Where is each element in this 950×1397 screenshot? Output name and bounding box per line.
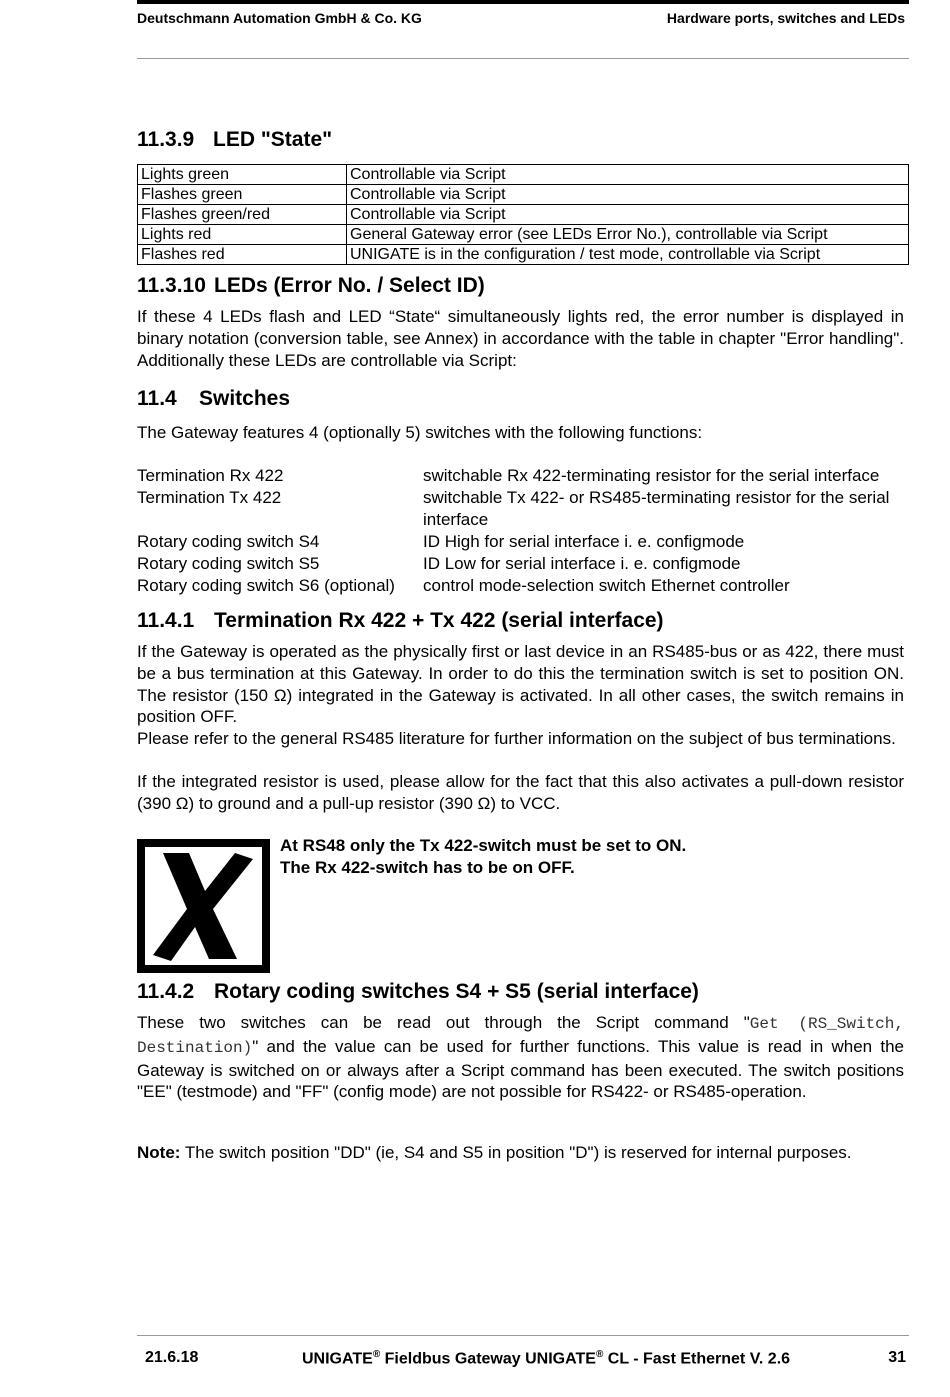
- section-number: 11.3.9: [137, 128, 195, 151]
- paragraph-termination-3: If the integrated resistor is used, please allow for the fact that this also activates a pull-down resistor (390 Ω) to ground and a pull-up resistor (390 Ω) to VCC.: [137, 772, 904, 813]
- table-cell: Lights green: [138, 165, 347, 185]
- footer-date: 21.6.18: [145, 1349, 199, 1366]
- note-paragraph: [137, 1142, 904, 1164]
- table-cell: Flashes green: [138, 185, 347, 205]
- table-cell: UNIGATE is in the configuration / test mode, controllable via Script: [347, 245, 909, 265]
- header-chapter: Hardware ports, switches and LEDs: [666, 10, 905, 26]
- registered-mark: ®: [372, 1349, 381, 1360]
- section-title: Switches: [199, 387, 291, 410]
- registered-mark: ®: [595, 1349, 604, 1360]
- table-row: [138, 165, 909, 185]
- table-row: [138, 225, 909, 245]
- top-rule: [137, 0, 909, 4]
- led-state-table: [137, 164, 909, 265]
- table-cell: Flashes red: [138, 245, 347, 265]
- section-number: 11.4.2: [137, 980, 195, 1003]
- text-fragment: " and the value can be used for further functions. This value is read in when the Gateway is switched on or always after a Script command has been executed. The switch positions "EE" (testmode) and "FF" (config mode) are not possible for RS422- or RS485-operation.: [137, 1036, 904, 1102]
- header-rule: [137, 58, 909, 59]
- note-text: The switch position "DD" (ie, S4 and S5 in position "D") is reserved for internal purposes.: [180, 1143, 852, 1162]
- heading-11-3-10: [137, 274, 904, 298]
- switch-desc: switchable Rx 422-terminating resistor for the serial interface: [423, 466, 880, 485]
- heading-11-4: [137, 387, 904, 411]
- table-row: [138, 205, 909, 225]
- switch-desc: ID High for serial interface i. e. configmode: [423, 532, 745, 551]
- switch-name: Termination Rx 422: [137, 466, 284, 485]
- table-cell: General Gateway error (see LEDs Error No.), controllable via Script: [347, 225, 909, 245]
- switch-desc: control mode-selection switch Ethernet controller: [423, 576, 790, 595]
- footer-rule: [137, 1335, 909, 1336]
- footer-title: [302, 1349, 790, 1368]
- footer-title-part: CL - Fast Ethernet V. 2.6: [603, 1350, 791, 1368]
- switch-name: Termination Tx 422: [137, 488, 282, 507]
- table-row: [138, 185, 909, 205]
- section-title: LEDs (Error No. / Select ID): [214, 274, 485, 297]
- section-title: Rotary coding switches S4 + S5 (serial interface): [214, 980, 699, 1003]
- footer-title-part: UNIGATE: [302, 1350, 373, 1368]
- paragraph-error-leds: If these 4 LEDs flash and LED “State“ simultaneously lights red, the error number is displayed in binary notation (conversion table, see Annex) in accordance with the table in chapter "Error handling". Additionally these LEDs are controllable via Script:: [137, 307, 904, 370]
- paragraph-rotary: [137, 1012, 904, 1103]
- section-title: LED "State": [213, 128, 333, 151]
- footer-title-part: Fieldbus Gateway UNIGATE: [380, 1350, 596, 1368]
- warning-line-2: The Rx 422-switch has to be on OFF.: [280, 857, 575, 877]
- paragraph-termination-2: Please refer to the general RS485 literature for further information on the subject of bus terminations.: [137, 729, 896, 748]
- section-title: Termination Rx 422 + Tx 422 (serial interface): [214, 609, 664, 632]
- switch-name: Rotary coding switch S6 (optional): [137, 576, 395, 595]
- table-cell: Controllable via Script: [347, 165, 909, 185]
- section-number: 11.4: [137, 387, 177, 410]
- header-company: Deutschmann Automation GmbH & Co. KG: [137, 10, 422, 26]
- table-cell: Controllable via Script: [347, 185, 909, 205]
- warning-icon: [137, 839, 270, 973]
- heading-11-4-1: [137, 609, 904, 633]
- note-label: Note:: [137, 1143, 181, 1162]
- table-row: [138, 245, 909, 265]
- table-cell: Controllable via Script: [347, 205, 909, 225]
- heading-11-4-2: [137, 980, 904, 1004]
- paragraph-termination-1: If the Gateway is operated as the physically first or last device in an RS485-bus or as 422, there must be a bus termination at this Gateway. In order to do this the termination switch is set to position ON. The resistor (150 Ω) integrated in the Gateway is activated. In all other cases, the switch remains in position OFF.: [137, 642, 904, 727]
- text-fragment: These two switches can be read out through the Script command ": [137, 1013, 750, 1032]
- section-number: 11.3.10: [137, 274, 206, 297]
- section-number: 11.4.1: [137, 609, 195, 632]
- switch-name: Rotary coding switch S4: [137, 532, 320, 551]
- paragraph-switches-intro: The Gateway features 4 (optionally 5) switches with the following functions:: [137, 423, 703, 442]
- footer-page-number: 31: [888, 1349, 906, 1366]
- warning-text: [280, 835, 686, 879]
- table-cell: Flashes green/red: [138, 205, 347, 225]
- script-command: Get (RS_Switch, Destination): [137, 1015, 904, 1057]
- switch-name: Rotary coding switch S5: [137, 554, 320, 573]
- switch-desc: ID Low for serial interface i. e. configmode: [423, 554, 741, 573]
- warning-line-1: At RS48 only the Tx 422-switch must be set to ON.: [280, 836, 687, 855]
- switch-desc: switchable Tx 422- or RS485-terminating resistor for the serial interface: [423, 488, 890, 529]
- heading-11-3-9: [137, 128, 904, 152]
- table-cell: Lights red: [138, 225, 347, 245]
